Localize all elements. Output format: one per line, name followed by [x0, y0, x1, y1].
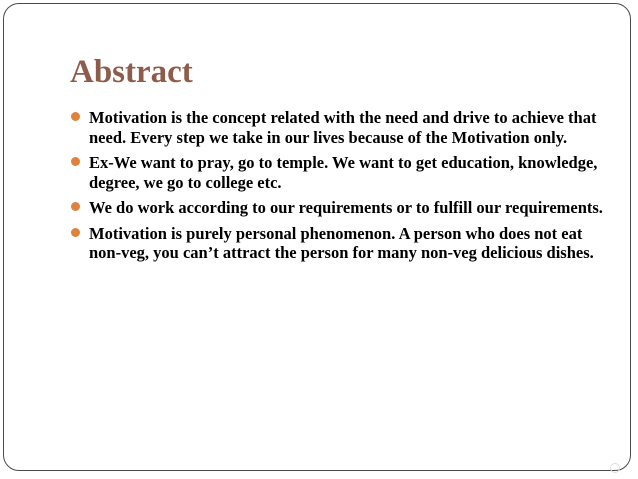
page-marker-icon: [610, 463, 620, 473]
bullet-text: Motivation is purely personal phenomenon. A person who does not eat non-veg, you can’t attract the person for many non-veg delicious dishes.: [89, 223, 594, 262]
bullet-item: [70, 224, 610, 263]
bullet-text: We do work according to our requirements or to fulfill our requirements.: [89, 198, 603, 217]
bullet-item: [70, 153, 610, 192]
bullet-item: [70, 198, 610, 218]
bullet-dot-icon: [71, 202, 80, 211]
bullet-text: Motivation is the concept related with the need and drive to achieve that need. Every step we take in our lives because of the Motivation only.: [89, 108, 597, 147]
bullet-dot-icon: [71, 112, 80, 121]
bullet-dot-icon: [71, 228, 80, 237]
bullet-text: Ex-We want to pray, go to temple. We want to get education, knowledge, degree, we go to college etc.: [89, 153, 598, 192]
bullet-item: [70, 108, 610, 147]
slide-title: Abstract: [70, 54, 193, 90]
bullet-list: [70, 108, 610, 269]
bullet-dot-icon: [71, 157, 80, 166]
